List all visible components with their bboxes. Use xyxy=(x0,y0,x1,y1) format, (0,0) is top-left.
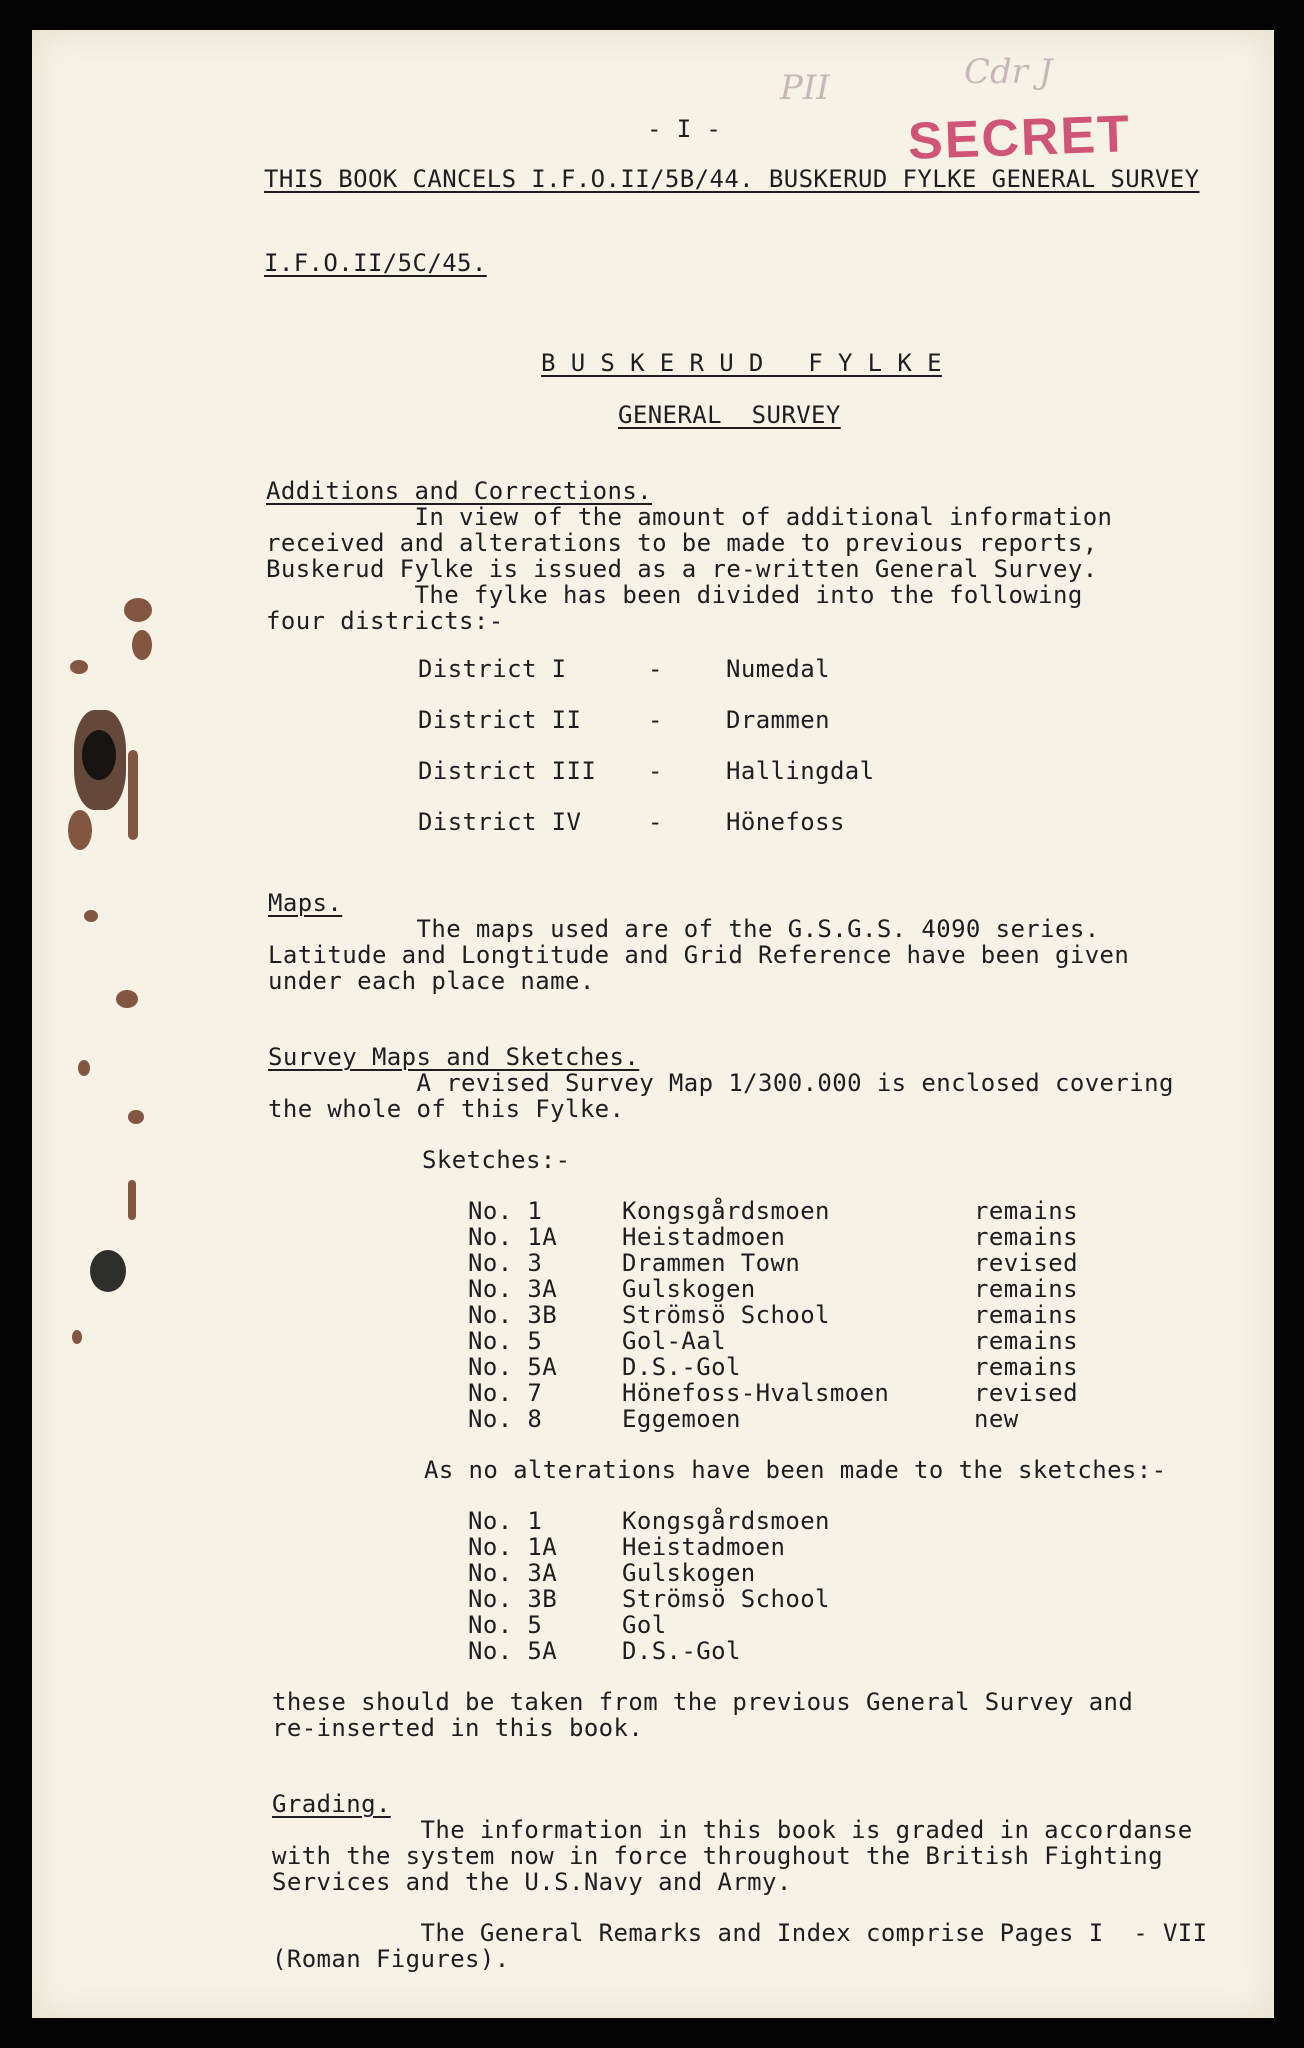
sketch-number: No. 3B xyxy=(468,1301,558,1329)
sketch-name: Eggemoen xyxy=(622,1405,741,1433)
district-dash: - xyxy=(648,706,663,734)
sketch-name: Strömsö School xyxy=(622,1585,830,1613)
sketch-status: remains xyxy=(974,1301,1078,1329)
closing-line: (Roman Figures). xyxy=(272,1945,510,1973)
sketch-number: No. 1 xyxy=(468,1197,543,1225)
district-place: Hallingdal xyxy=(726,757,875,785)
sketch-name: Gol xyxy=(622,1611,667,1639)
sketch-number: No. 5 xyxy=(468,1611,543,1639)
sketch-name: Strömsö School xyxy=(622,1301,830,1329)
maps-line: The maps used are of the G.S.G.S. 4090 series. xyxy=(268,915,1100,943)
closing-line: The General Remarks and Index comprise Pages I - VII xyxy=(272,1919,1208,1947)
sketch-name: Drammen Town xyxy=(622,1249,801,1277)
grading-line: The information in this book is graded in accordanse xyxy=(272,1816,1193,1844)
survey-line: the whole of this Fylke. xyxy=(268,1095,625,1123)
document-page xyxy=(32,30,1274,2018)
district-dash: - xyxy=(648,655,663,683)
sketch-status: remains xyxy=(974,1327,1078,1355)
additions-line: received and alterations to be made to previous reports, xyxy=(266,529,1098,557)
sketch-name: D.S.-Gol xyxy=(622,1637,741,1665)
additions-line: four districts:- xyxy=(266,607,504,635)
district-name: District II xyxy=(418,706,582,734)
sketch-name: Gulskogen xyxy=(622,1275,756,1303)
district-name: District IV xyxy=(418,808,582,836)
district-name: District I xyxy=(418,655,567,683)
additions-line: In view of the amount of additional information xyxy=(266,503,1113,531)
sketch-number: No. 5A xyxy=(468,1637,558,1665)
maps-heading: Maps. xyxy=(268,889,343,917)
page-subtitle: GENERAL SURVEY xyxy=(618,401,841,429)
sketch-number: No. 1A xyxy=(468,1223,558,1251)
page-title: B U S K E R U D F Y L K E xyxy=(541,349,942,377)
sketch-number: No. 3A xyxy=(468,1275,558,1303)
sketch-name: D.S.-Gol xyxy=(622,1353,741,1381)
sketches-label: Sketches:- xyxy=(422,1146,571,1174)
grading-line: Services and the U.S.Navy and Army. xyxy=(272,1868,792,1896)
additions-heading: Additions and Corrections. xyxy=(266,477,653,505)
sketch-number: No. 1 xyxy=(468,1507,543,1535)
reinsert-line: re-inserted in this book. xyxy=(272,1714,644,1742)
maps-line: Latitude and Longtitude and Grid Reference have been given xyxy=(268,941,1130,969)
secret-stamp: SECRET xyxy=(907,105,1132,171)
survey-line: A revised Survey Map 1/300.000 is enclosed covering xyxy=(268,1069,1174,1097)
cancels-line: THIS BOOK CANCELS I.F.O.II/5B/44. BUSKERUD FYLKE GENERAL SURVEY xyxy=(264,165,1200,193)
sketch-number: No. 5A xyxy=(468,1353,558,1381)
sketch-status: revised xyxy=(974,1379,1078,1407)
sketch-status: remains xyxy=(974,1275,1078,1303)
sketch-number: No. 1A xyxy=(468,1533,558,1561)
sketch-name: Gol-Aal xyxy=(622,1327,726,1355)
page-number: - I - xyxy=(647,115,722,143)
sketch-status: remains xyxy=(974,1197,1078,1225)
additions-line: Buskerud Fylke is issued as a re-written General Survey. xyxy=(266,555,1098,583)
sketch-number: No. 3 xyxy=(468,1249,543,1277)
handwritten-initials: Cdr J xyxy=(964,52,1053,92)
district-dash: - xyxy=(648,808,663,836)
survey-heading: Survey Maps and Sketches. xyxy=(268,1043,640,1071)
maps-line: under each place name. xyxy=(268,967,595,995)
sketch-status: new xyxy=(974,1405,1019,1433)
reinsert-line: these should be taken from the previous General Survey and xyxy=(272,1688,1134,1716)
sketch-name: Heistadmoen xyxy=(622,1533,786,1561)
sketch-number: No. 3B xyxy=(468,1585,558,1613)
sketch-name: Kongsgårdsmoen xyxy=(622,1197,830,1225)
district-name: District III xyxy=(418,757,597,785)
additions-line: The fylke has been divided into the following xyxy=(266,581,1083,609)
sketch-name: Heistadmoen xyxy=(622,1223,786,1251)
sketch-status: revised xyxy=(974,1249,1078,1277)
sketch-number: No. 7 xyxy=(468,1379,543,1407)
district-dash: - xyxy=(648,757,663,785)
handwritten-annotation: PII xyxy=(780,68,830,108)
grading-heading: Grading. xyxy=(272,1790,391,1818)
district-place: Numedal xyxy=(726,655,830,683)
grading-line: with the system now in force throughout the British Fighting xyxy=(272,1842,1163,1870)
sketch-status: remains xyxy=(974,1353,1078,1381)
sketch-status: remains xyxy=(974,1223,1078,1251)
sketch-number: No. 3A xyxy=(468,1559,558,1587)
sketch-number: No. 5 xyxy=(468,1327,543,1355)
sketch-name: Gulskogen xyxy=(622,1559,756,1587)
sketch-number: No. 8 xyxy=(468,1405,543,1433)
sketch-name: Hönefoss-Hvalsmoen xyxy=(622,1379,890,1407)
reference-number: I.F.O.II/5C/45. xyxy=(264,249,487,277)
district-place: Hönefoss xyxy=(726,808,845,836)
sketch-name: Kongsgårdsmoen xyxy=(622,1507,830,1535)
no-alterations-text: As no alterations have been made to the sketches:- xyxy=(424,1456,1167,1484)
district-place: Drammen xyxy=(726,706,830,734)
